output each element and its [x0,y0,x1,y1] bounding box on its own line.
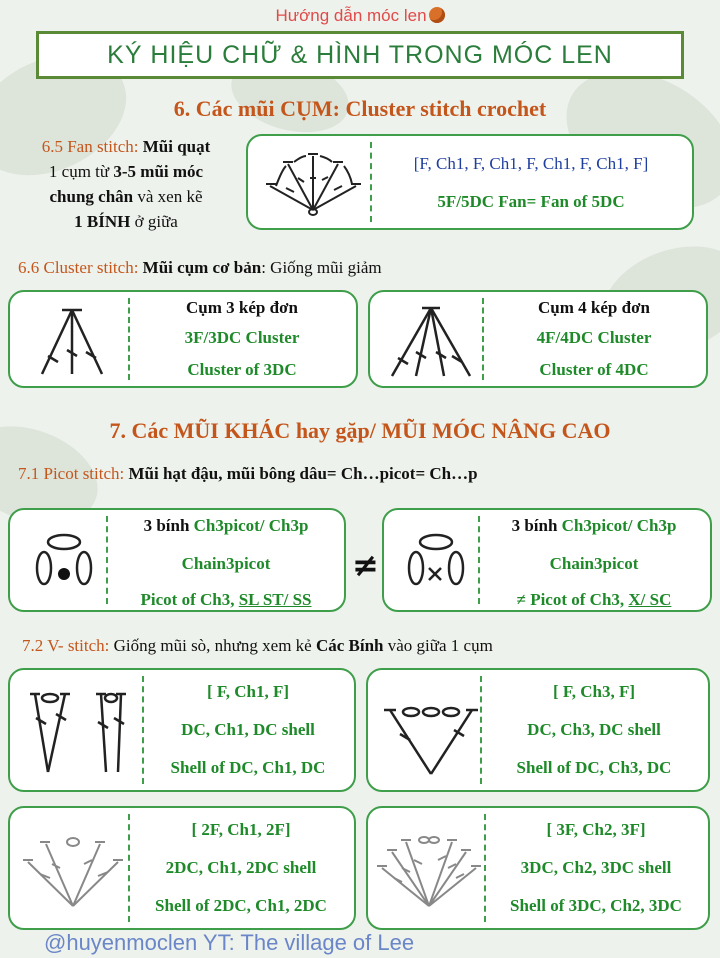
fan-description [10,134,242,234]
cluster-desc-name: Mũi cụm cơ bản [142,258,262,277]
vstitch-3-line3: Shell of 2DC, Ch1, 2DC [155,896,327,915]
v-stitch-ch1-symbol [18,682,138,782]
vstitch-1-line1: [ F, Ch1, F] [206,682,289,701]
fan-stitch-card [246,134,694,230]
fan-desc-num: 6.5 Fan stitch: [41,137,143,156]
vstitch-description [22,636,493,656]
fan-desc-l4a: 1 BÍNH [74,212,131,231]
picot-slst-l3a: Picot of Ch3, [140,590,239,609]
not-equal-sign: ≠ [352,546,379,584]
section-6-heading: 6. Các mũi CỤM: Cluster stitch crochet [173,96,547,121]
fan-desc-l2a: 1 cụm từ [48,162,114,181]
cluster-3dc-card [8,290,358,388]
brand-text: Hướng dẫn móc len [275,6,427,25]
vstitch-1-line3: Shell of DC, Ch1, DC [170,758,326,777]
vstitch-4-line1: [ 3F, Ch2, 3F] [546,820,646,839]
vstitch-card-3 [8,806,356,930]
cluster-3dc-symbol [22,302,122,382]
cluster-4dc-symbol [380,300,480,384]
cluster-4dc-card [368,290,708,388]
picot-desc-num: 7.1 Picot stitch: [18,464,129,483]
vstitch-4-line3: Shell of 3DC, Ch2, 3DC [510,896,682,915]
vstitch-1-line2: DC, Ch1, DC shell [181,720,315,739]
cluster-description [18,258,382,278]
vstitch-desc-num: 7.2 V- stitch: [22,636,114,655]
picot-sc-line2: Chain3picot [549,554,639,573]
picot-slst-l1a: 3 bính [143,516,194,535]
vstitch-4-line2: 3DC, Ch2, 3DC shell [520,858,672,877]
fan-desc-name: Mũi quạt [142,137,211,156]
vstitch-3-line2: 2DC, Ch1, 2DC shell [165,858,317,877]
vstitch-2-line1: [ F, Ch3, F] [552,682,635,701]
cluster-desc-num: 6.6 Cluster stitch: [18,258,143,277]
yarn-ball-icon [429,7,445,23]
vstitch-2-line2: DC, Ch3, DC shell [527,720,661,739]
shell-3dc-symbol [374,820,484,920]
fan-desc-l3b: và xen kẽ [133,187,203,206]
vstitch-desc-c: vào giữa 1 cụm [383,636,493,655]
fan-desc-l3a: chung chân [49,187,134,206]
picot-sc-card [382,508,712,612]
picot-sc-l1a: 3 bính [511,516,562,535]
picot-slst-line2: Chain3picot [181,554,271,573]
fan-abbr: 5F/5DC Fan= Fan of 5DC [437,192,625,211]
footer-credit: @huyenmoclen YT: The village of Lee [44,930,415,955]
vstitch-2-line3: Shell of DC, Ch3, DC [516,758,672,777]
picot-slst-l1b: Ch3picot/ Ch3p [193,516,309,535]
cluster-desc-rest: : Giống mũi giảm [261,258,382,277]
fan-stitch-symbol [258,148,368,218]
picot-sc-symbol [396,528,476,598]
vstitch-desc-a: Giống mũi sò, nhưng xem kẻ [113,636,316,655]
picot-description [18,464,478,484]
cluster-3dc-name: Cluster of 3DC [187,360,297,379]
picot-sc-l1b: Ch3picot/ Ch3p [561,516,677,535]
section-7-heading: 7. Các MŨI KHÁC hay gặp/ MŨI MÓC NÂNG CAO [109,418,611,443]
cluster-3dc-title: Cụm 3 kép đơn [186,298,298,317]
picot-slst-l3b: SL ST/ SS [238,590,312,609]
cluster-4dc-abbr: 4F/4DC Cluster [536,328,652,347]
fan-desc-l4b: ở giữa [130,212,178,231]
picot-slst-symbol [24,528,104,598]
cluster-4dc-title: Cụm 4 kép đơn [538,298,650,317]
picot-sc-line1 [480,516,708,536]
vstitch-card-2 [366,668,710,792]
cluster-4dc-name: Cluster of 4DC [539,360,649,379]
picot-sc-l3b: X/ SC [628,590,672,609]
vstitch-desc-b: Các Bính [315,636,384,655]
brand-header [0,6,720,26]
vstitch-card-4 [366,806,710,930]
vstitch-3-line1: [ 2F, Ch1, 2F] [191,820,291,839]
picot-slst-line1 [108,516,344,536]
fan-desc-l2b: 3-5 mũi móc [113,162,204,181]
picot-slst-card [8,508,346,612]
cluster-3dc-abbr: 3F/3DC Cluster [184,328,300,347]
picot-desc-name: Mũi hạt đậu, mũi bông dâu= Ch…picot= Ch…p [128,464,478,483]
page-title: KÝ HIỆU CHỮ & HÌNH TRONG MÓC LEN [36,31,684,79]
picot-sc-l3a: ≠ Picot of Ch3, [516,590,629,609]
vstitch-card-1 [8,668,356,792]
v-stitch-ch3-symbol [376,682,486,782]
fan-formula: [F, Ch1, F, Ch1, F, Ch1, F, Ch1, F] [413,154,649,173]
picot-sc-line3 [480,590,708,610]
shell-2dc-symbol [18,820,128,920]
picot-slst-line3 [108,590,344,610]
